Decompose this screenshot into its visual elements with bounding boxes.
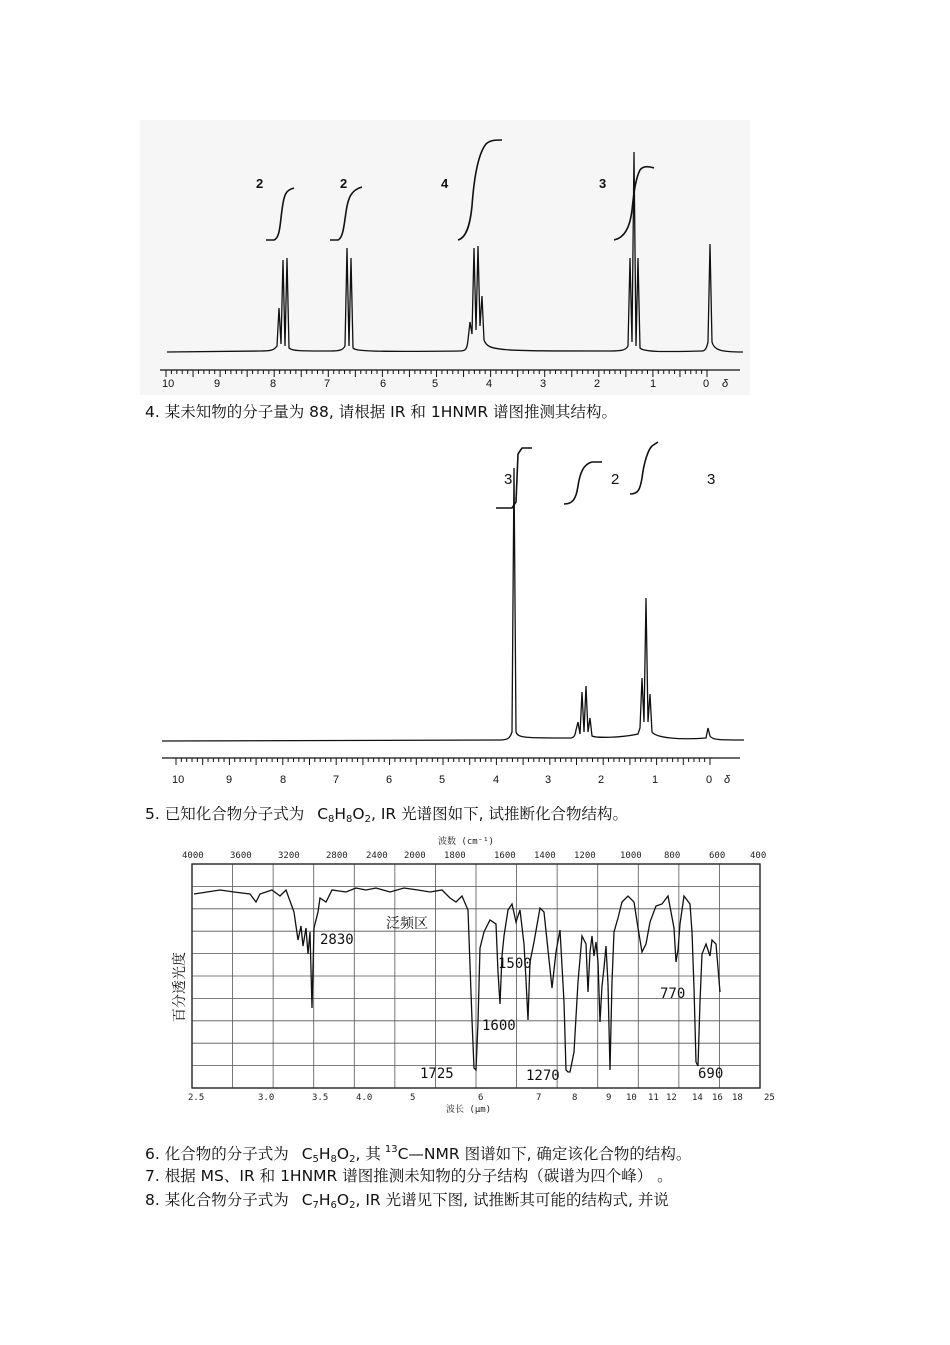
axis-unit: δ — [724, 774, 731, 786]
svg-text:3.5: 3.5 — [312, 1093, 329, 1103]
svg-text:11: 11 — [648, 1093, 659, 1103]
nmr2-axis-labels — [172, 774, 731, 786]
axis-tick-label: 4 — [486, 378, 493, 390]
axis-tick-label: 6 — [386, 774, 393, 786]
molecular-formula: $C_7H_6O_2$ — [301, 1191, 356, 1211]
axis-tick-label: 1 — [652, 774, 659, 786]
question-text: 化合物的分子式为 — [164, 1145, 289, 1163]
nmr1-axis-ticks — [166, 370, 707, 377]
integral-label: 3 — [599, 176, 607, 191]
svg-text:3200: 3200 — [278, 851, 300, 861]
axis-unit: δ — [722, 378, 729, 390]
axis-tick-label: 10 — [162, 378, 175, 390]
axis-tick-label: 2 — [594, 378, 601, 390]
svg-text:4.0: 4.0 — [356, 1093, 373, 1103]
ir-peak-label: 1725 — [420, 1066, 454, 1082]
svg-text:7: 7 — [536, 1093, 542, 1103]
svg-text:12: 12 — [666, 1093, 677, 1103]
question-text: 根据 MS、IR 和 1HNMR 谱图推测未知物的分子结构（碳谱为四个峰） 。 — [164, 1167, 673, 1185]
svg-text:2800: 2800 — [326, 851, 348, 861]
svg-text:25: 25 — [764, 1093, 775, 1103]
svg-text:18: 18 — [732, 1093, 743, 1103]
nmr2-axis-ticks — [176, 758, 710, 765]
svg-text:4000: 4000 — [182, 851, 204, 861]
svg-text:800: 800 — [664, 851, 681, 861]
question-text: C—NMR 图谱如下, 确定该化合物的结构。 — [397, 1145, 692, 1163]
svg-text:6: 6 — [478, 1093, 484, 1103]
ir-bottom-ticks — [188, 1093, 775, 1103]
axis-tick-label: 10 — [172, 774, 185, 786]
question-text: , IR 光谱图如下, 试推断化合物结构。 — [371, 805, 628, 823]
question-number: 5. — [145, 805, 160, 823]
question-number: 6. — [145, 1145, 160, 1163]
axis-tick-label: 9 — [214, 378, 221, 390]
question-8 — [145, 1190, 669, 1216]
svg-text:2000: 2000 — [404, 851, 426, 861]
axis-tick-label: 7 — [333, 774, 340, 786]
question-text: 已知化合物分子式为 — [164, 805, 305, 823]
molecular-formula: $C_5H_8O_2$ — [301, 1145, 356, 1165]
svg-text:16: 16 — [712, 1093, 723, 1103]
question-5 — [145, 804, 628, 830]
svg-text:1400: 1400 — [534, 851, 556, 861]
question-text: , IR 光谱见下图, 试推断其可能的结构式, 并说 — [355, 1191, 669, 1209]
axis-tick-label: 4 — [493, 774, 500, 786]
svg-text:1200: 1200 — [574, 851, 596, 861]
axis-tick-label: 8 — [270, 378, 277, 390]
question-text: 某化合物分子式为 — [164, 1191, 289, 1209]
integral-label: 3 — [504, 471, 513, 488]
axis-tick-label: 8 — [280, 774, 287, 786]
ir-peak-label: 770 — [660, 986, 686, 1002]
svg-text:10: 10 — [626, 1093, 637, 1103]
axis-tick-label: 7 — [324, 378, 331, 390]
ir-bottom-axis-title: 波长 (μm) — [446, 1105, 492, 1115]
ir-peak-label: 690 — [698, 1066, 724, 1082]
svg-text:2.5: 2.5 — [188, 1093, 205, 1103]
ir-peak-label: 1270 — [526, 1068, 560, 1084]
integral-label: 2 — [340, 176, 348, 191]
question-number: 7. — [145, 1167, 160, 1185]
svg-text:8: 8 — [572, 1093, 578, 1103]
question-7 — [145, 1166, 673, 1186]
molecular-formula: $C_8H_8O_2$ — [317, 805, 371, 825]
ir-spectrum — [160, 832, 780, 1117]
isotope-superscript: 13 — [384, 1144, 398, 1155]
svg-text:600: 600 — [709, 851, 726, 861]
nmr-spectrum-2 — [140, 432, 760, 790]
axis-tick-label: 2 — [598, 774, 605, 786]
axis-tick-label: 0 — [703, 378, 710, 390]
question-4 — [145, 402, 617, 422]
integral-label: 4 — [441, 176, 449, 191]
integral-label: 3 — [707, 471, 716, 488]
svg-text:2400: 2400 — [366, 851, 388, 861]
question-text: 某未知物的分子量为 88, 请根据 IR 和 1HNMR 谱图推测其结构。 — [164, 403, 618, 421]
svg-text:3600: 3600 — [230, 851, 252, 861]
axis-tick-label: 5 — [432, 378, 439, 390]
axis-tick-label: 3 — [545, 774, 552, 786]
svg-text:14: 14 — [692, 1093, 703, 1103]
ir-y-axis-label: 百分透光度 — [172, 952, 188, 1022]
axis-tick-label: 9 — [226, 774, 233, 786]
ir-peak-label: 2830 — [320, 932, 354, 948]
svg-text:3.0: 3.0 — [258, 1093, 275, 1103]
ir-top-axis-title: 波数 (cm⁻¹) — [438, 837, 494, 847]
integral-label: 2 — [256, 176, 264, 191]
ir-peak-label: 1500 — [498, 956, 532, 972]
axis-tick-label: 1 — [650, 378, 657, 390]
svg-text:1600: 1600 — [494, 851, 516, 861]
svg-text:1800: 1800 — [444, 851, 466, 861]
question-text: , 其 — [355, 1145, 381, 1163]
question-number: 8. — [145, 1191, 160, 1209]
nmr-spectrum-1 — [140, 120, 750, 395]
svg-text:5: 5 — [410, 1093, 416, 1103]
question-number: 4. — [145, 403, 160, 421]
axis-tick-label: 0 — [706, 774, 713, 786]
ir-top-ticks — [182, 851, 766, 861]
integral-label: 2 — [611, 471, 620, 488]
axis-tick-label: 5 — [439, 774, 446, 786]
ir-region-label: 泛频区 — [386, 916, 428, 932]
svg-text:9: 9 — [606, 1093, 612, 1103]
ir-peak-label: 1600 — [482, 1018, 516, 1034]
axis-tick-label: 3 — [540, 378, 547, 390]
svg-text:400: 400 — [750, 851, 767, 861]
svg-text:1000: 1000 — [620, 851, 642, 861]
axis-tick-label: 6 — [380, 378, 387, 390]
